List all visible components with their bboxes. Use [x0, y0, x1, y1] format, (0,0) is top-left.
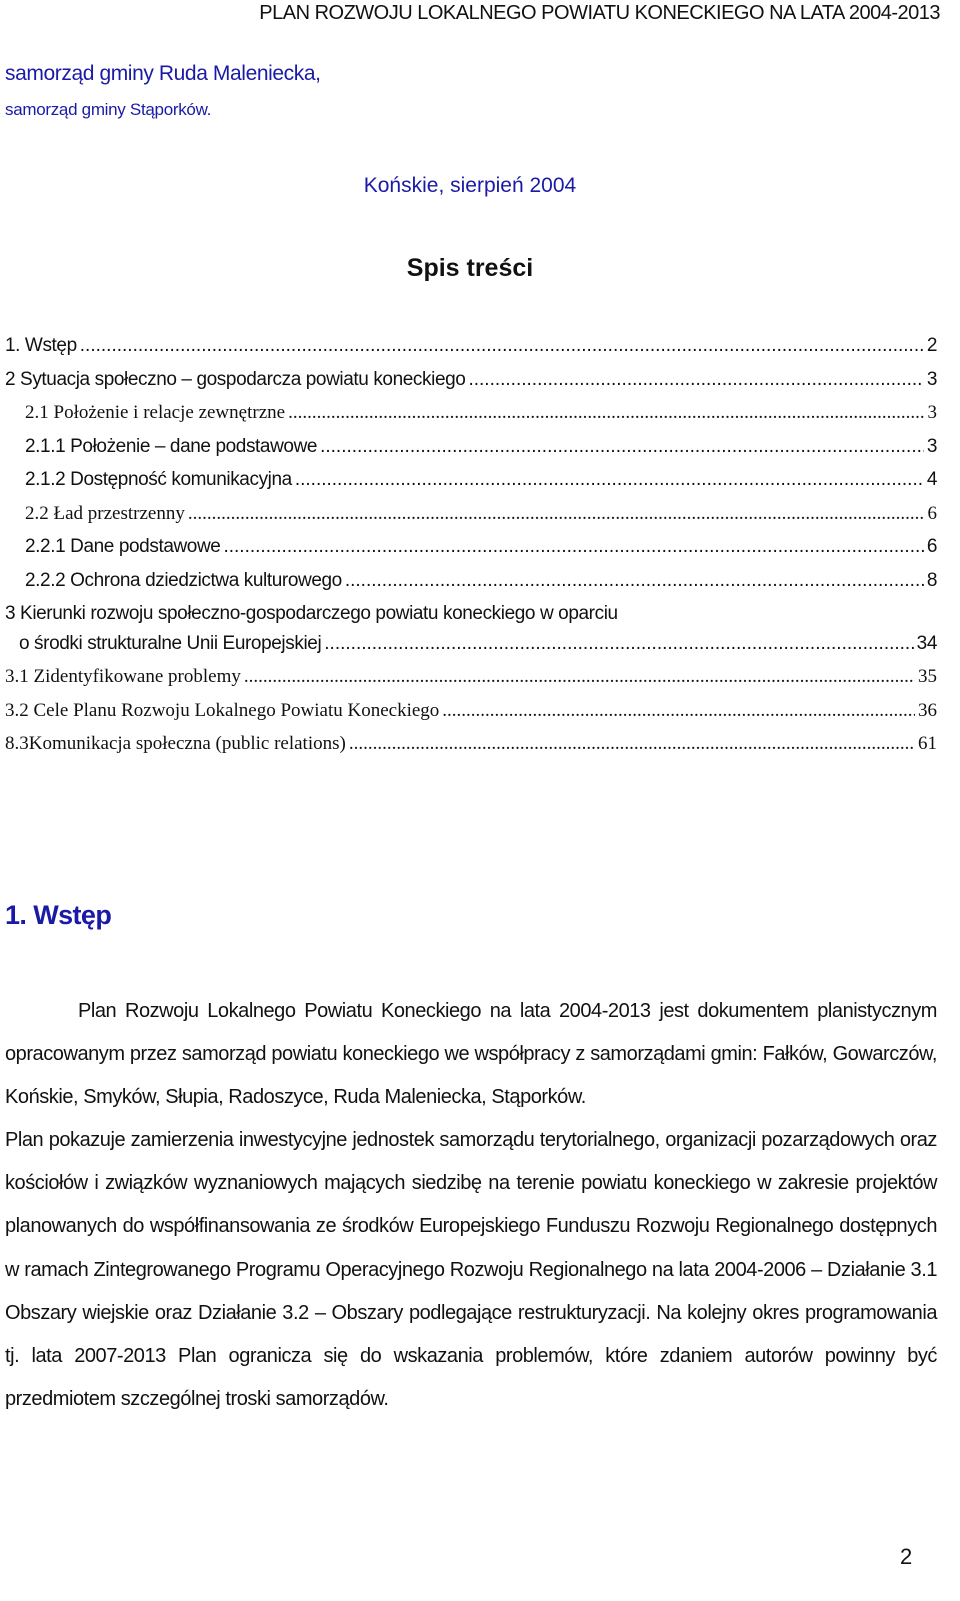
toc-leader-dots	[295, 469, 924, 491]
toc-leader-dots	[468, 369, 923, 391]
toc-entry[interactable]	[5, 469, 937, 503]
toc-entry-page: 8	[926, 569, 937, 591]
toc-entry[interactable]	[5, 570, 937, 604]
toc-leader-dots	[345, 570, 924, 592]
toc-entry-page: 3	[926, 435, 937, 457]
toc-entry-page: 35	[918, 666, 937, 687]
toc-leader-dots	[188, 503, 925, 525]
toc-entry-label: 3.2 Cele Planu Rozwoju Lokalnego Powiatu Koneckiego	[5, 699, 440, 721]
toc-entry-page: 4	[926, 469, 937, 490]
toc-entry-page: 3	[926, 368, 937, 390]
body-paragraph-1: Plan Rozwoju Lokalnego Powiatu Koneckiego na lata 2004-2013 jest dokumentem planistycznym opracowanym przez samorząd powiatu koneckiego we współpracy z samorządami gmin: Fałków, Gowarczów, Końskie, Smyków, Słupia, Radoszyce, Ruda Maleniecka, Stąporków.	[5, 1000, 937, 1109]
toc-entry-page: 6	[927, 502, 937, 524]
toc-entry[interactable]	[5, 369, 937, 403]
toc-entry[interactable]	[5, 666, 937, 700]
section-body	[5, 990, 937, 1421]
toc-leader-dots	[349, 733, 915, 755]
toc-entry-label: 2.1.1 Położenie – dane podstawowe	[25, 435, 318, 457]
document-header: PLAN ROZWOJU LOKALNEGO POWIATU KONECKIEGO NA LATA 2004-2013	[259, 2, 940, 24]
toc-entry-label: 2.2.2 Ochrona dziedzictwa kulturowego	[25, 569, 342, 591]
toc-entry-label: 1. Wstęp	[5, 335, 77, 356]
toc-leader-dots	[80, 335, 924, 357]
toc-entry[interactable]	[5, 402, 937, 436]
toc-entry[interactable]	[5, 335, 937, 369]
intro-line-2: samorząd gminy Stąporków.	[5, 100, 212, 119]
toc-leader-dots	[320, 436, 924, 458]
body-paragraph-2: Plan pokazuje zamierzenia inwestycyjne jednostek samorządu terytorialnego, organizacji pozarządowych oraz kościołów i związków wyznaniowych mających siedzibę na terenie powiatu koneckiego w zakresie projektów planowanych do współfinansowania ze środków Europejskiego Funduszu Rozwoju Regionalnego dostępnych w ramach Zintegrowanego Programu Operacyjnego Rozwoju Regionalnego na lata 2004-2006 – Działanie 3.1 Obszary wiejskie oraz Działanie 3.2 – Obszary podlegające restrukturyzacji. Na kolejny okres programowania tj. lata 2007-2013 Plan ogranicza się do wskazania problemów, które zdaniem autorów powinny być przedmiotem szczególnej troski samorządów.	[5, 1129, 937, 1410]
toc-leader-dots	[244, 666, 915, 688]
toc-entry[interactable]	[5, 700, 937, 734]
toc-entry-page: 6	[926, 536, 937, 557]
toc-entry-label-line-2: o środki strukturalne Unii Europejskiej	[19, 633, 322, 654]
toc-entry-label: 2 Sytuacja społeczno – gospodarcza powiatu koneckiego	[5, 368, 466, 390]
toc-entry-label: 8.3Komunikacja społeczna (public relations)	[5, 733, 346, 754]
toc-entry[interactable]	[5, 436, 937, 470]
toc-entry-label: 2.1.2 Dostępność komunikacyjna	[25, 469, 292, 490]
intro-line-1: samorząd gminy Ruda Maleniecka,	[5, 62, 321, 85]
page-number: 2	[900, 1544, 913, 1569]
toc-entry-label: 2.1 Położenie i relacje zewnętrzne	[25, 402, 286, 423]
toc-entry-page: 36	[918, 699, 937, 721]
table-of-contents	[5, 335, 937, 767]
toc-title: Spis treści	[406, 254, 534, 282]
toc-entry[interactable]	[5, 536, 937, 570]
toc-entry-page: 34	[916, 633, 937, 654]
toc-entry-label: 3.1 Zidentyfikowane problemy	[5, 666, 241, 687]
toc-entry-label: 2.2 Ład przestrzenny	[25, 502, 185, 524]
toc-leader-dots	[288, 402, 924, 424]
toc-entry[interactable]	[5, 603, 937, 666]
toc-leader-dots	[223, 536, 923, 558]
toc-entry-page: 3	[927, 402, 937, 423]
toc-entry[interactable]	[5, 503, 937, 537]
section-heading: 1. Wstęp	[5, 900, 112, 930]
toc-entry-page: 61	[918, 733, 937, 754]
toc-entry-label: 2.2.1 Dane podstawowe	[25, 536, 221, 557]
place-date: Końskie, sierpień 2004	[363, 174, 577, 197]
toc-entry[interactable]	[5, 733, 937, 767]
toc-leader-dots	[442, 700, 915, 722]
toc-leader-dots	[324, 633, 913, 655]
toc-entry-page: 2	[926, 335, 937, 356]
toc-entry-label-line-1: 3 Kierunki rozwoju społeczno-gospodarczego powiatu koneckiego w oparciu	[5, 603, 618, 624]
